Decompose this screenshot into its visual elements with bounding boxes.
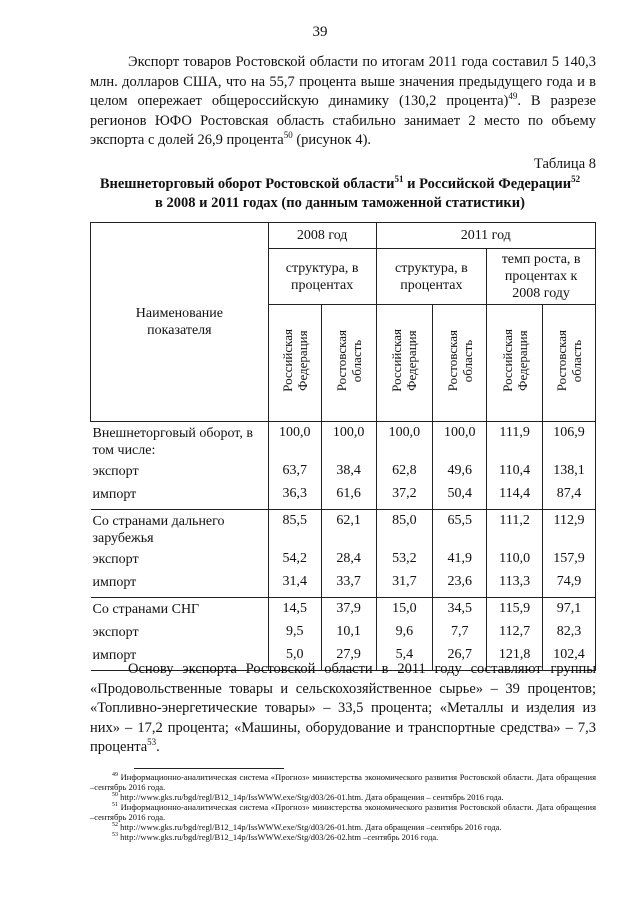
cell-value: 114,4 [487,486,543,510]
row-name: экспорт [92,464,139,479]
cell-value: 41,9 [433,551,487,574]
cell-value: 62,8 [376,463,433,486]
row-name: Внешнеторговый оборот, в том числе: [91,422,269,464]
header-col-rf-2011: Российская Федерация [376,305,433,422]
cell-value: 37,9 [321,598,376,625]
cell-value: 33,7 [321,574,376,598]
cell-value: 110,4 [487,463,543,486]
cell-value: 37,2 [376,486,433,510]
cell-value: 7,7 [433,624,487,647]
footnotes [90,772,596,842]
row-name: импорт [92,575,137,590]
cell-value: 65,5 [433,510,487,552]
cell-value: 9,6 [376,624,433,647]
header-col-rf-2008: Российская Федерация [268,305,321,422]
header-structure-2011: структура, в процентах [376,249,487,305]
cell-value: 115,9 [487,598,543,625]
cell-value: 112,9 [543,510,596,552]
cell-value: 31,7 [376,574,433,598]
header-year-2008: 2008 год [268,223,376,249]
cell-value: 62,1 [321,510,376,552]
cell-value: 74,9 [543,574,596,598]
footnote-50: $^{50}$ http://www.gks.ru/bgd/regl/B12_14p/IssWWW.exe/Stg/d03/26-01.htm. Дата обращения – сентябрь 2016 года. [112,792,504,802]
header-growth-2011: темп роста, в процентах к 2008 году [487,249,596,305]
header-year-2011: 2011 год [376,223,596,249]
footnote-ref-50[interactable]: 50 [283,130,293,141]
cell-value: 113,3 [487,574,543,598]
paragraph-export-intro: Экспорт товаров Ростовской области по итогам 2011 года составил 5 140,3 млн. долларов США, что на 55,7 процента выше значения предыдущего года и в целом опережает общероссийскую динамику (130,2 процента)$^{49}$. В разрезе регионов ЮФО Ростовская область стабильно занимает 2 место по объему экспорта с долей 26,9 процента$^{50}$ (рисунок 4). [90,54,596,148]
row-name: экспорт [92,625,139,640]
cell-value: 10,1 [321,624,376,647]
cell-value: 85,0 [376,510,433,552]
paragraph-export-structure: Основу экспорта Ростовской области в 2011 году составляют группы «Продовольственные товары и сельскохозяйственное сырье» – 39 процентов; «Топливно-энергетические товары» – 33,5 процента; «Металлы и изделия из них» – 17,2 процента; «Машины, оборудование и транспортные средства» – 7,3 процента$^{53}$. [90,661,596,755]
cell-value: 36,3 [268,486,321,510]
cell-value: 49,6 [433,463,487,486]
header-structure-2008: структура, в процентах [268,249,376,305]
cell-value: 111,2 [487,510,543,552]
header-col-ro-growth: Ростовская область [543,305,596,422]
footnote-ref-53[interactable]: 53 [147,737,157,748]
cell-value: 53,2 [376,551,433,574]
table-row [91,463,596,486]
cell-value: 100,0 [376,422,433,464]
trade-turnover-table [90,222,596,671]
footnote-separator [134,768,284,769]
cell-value: 5,0 [268,647,321,671]
table-label: Таблица 8 [533,156,596,172]
cell-value: 26,7 [433,647,487,671]
table-row [91,624,596,647]
footnote-ref-52[interactable]: 52 [571,174,581,185]
cell-value: 121,8 [487,647,543,671]
page-number: 39 [312,24,328,40]
cell-value: 100,0 [321,422,376,464]
header-col-ro-2008: Ростовская область [321,305,376,422]
row-name: Со странами дальнего зарубежья [91,510,269,552]
cell-value: 54,2 [268,551,321,574]
cell-value: 100,0 [433,422,487,464]
table-row [91,551,596,574]
table-row [91,598,596,625]
cell-value: 100,0 [268,422,321,464]
cell-value: 38,4 [321,463,376,486]
table-row [91,510,596,552]
cell-value: 63,7 [268,463,321,486]
cell-value: 138,1 [543,463,596,486]
footnote-49: $^{49}$ Информационно-аналитическая система «Прогноз» министерства экономического развития Ростовской области. Дата обращения –сентябрь 2016 года. [90,772,596,792]
header-col-rf-growth: Российская Федерация [487,305,543,422]
table-row [91,422,596,464]
cell-value: 15,0 [376,598,433,625]
cell-value: 97,1 [543,598,596,625]
row-name: экспорт [92,552,139,567]
cell-value: 50,4 [433,486,487,510]
cell-value: 28,4 [321,551,376,574]
cell-value: 82,3 [543,624,596,647]
footnote-51: $^{51}$ Информационно-аналитическая система «Прогноз» министерства экономического развития Ростовской области. Дата обращения –сентябрь 2016 года. [90,802,596,822]
cell-value: 110,0 [487,551,543,574]
cell-value: 31,4 [268,574,321,598]
cell-value: 9,5 [268,624,321,647]
cell-value: 111,9 [487,422,543,464]
table-row [91,574,596,598]
cell-value: 112,7 [487,624,543,647]
cell-value: 85,5 [268,510,321,552]
cell-value: 14,5 [268,598,321,625]
table-title: Внешнеторговый оборот Ростовской области$^{51}$ и Российской Федерации$^{52}$ в 2008 и 2011 годах (по данным таможенной статистики) [99,174,581,211]
footnote-ref-49[interactable]: 49 [508,91,518,102]
cell-value: 102,4 [543,647,596,671]
cell-value: 27,9 [321,647,376,671]
cell-value: 61,6 [321,486,376,510]
footnote-53: $^{53}$ http://www.gks.ru/bgd/regl/B12_14p/IssWWW.exe/Stg/d03/26-02.htm –сентябрь 2016 года. [112,832,439,842]
header-indicator-name: Наименование показателя [91,223,269,422]
row-name: импорт [91,647,269,671]
header-col-ro-2011: Ростовская область [433,305,487,422]
row-name: Со странами СНГ [91,598,269,625]
cell-value: 157,9 [543,551,596,574]
cell-value: 5,4 [376,647,433,671]
cell-value: 34,5 [433,598,487,625]
footnote-ref-51[interactable]: 51 [394,174,404,185]
footnote-52: $^{52}$ http://www.gks.ru/bgd/regl/B12_14p/IssWWW.exe/Stg/d03/26-01.htm. Дата обращения –сентябрь 2016 года. [112,822,502,832]
row-name: импорт [92,487,137,502]
table-row [91,486,596,510]
cell-value: 87,4 [543,486,596,510]
cell-value: 23,6 [433,574,487,598]
cell-value: 106,9 [543,422,596,464]
